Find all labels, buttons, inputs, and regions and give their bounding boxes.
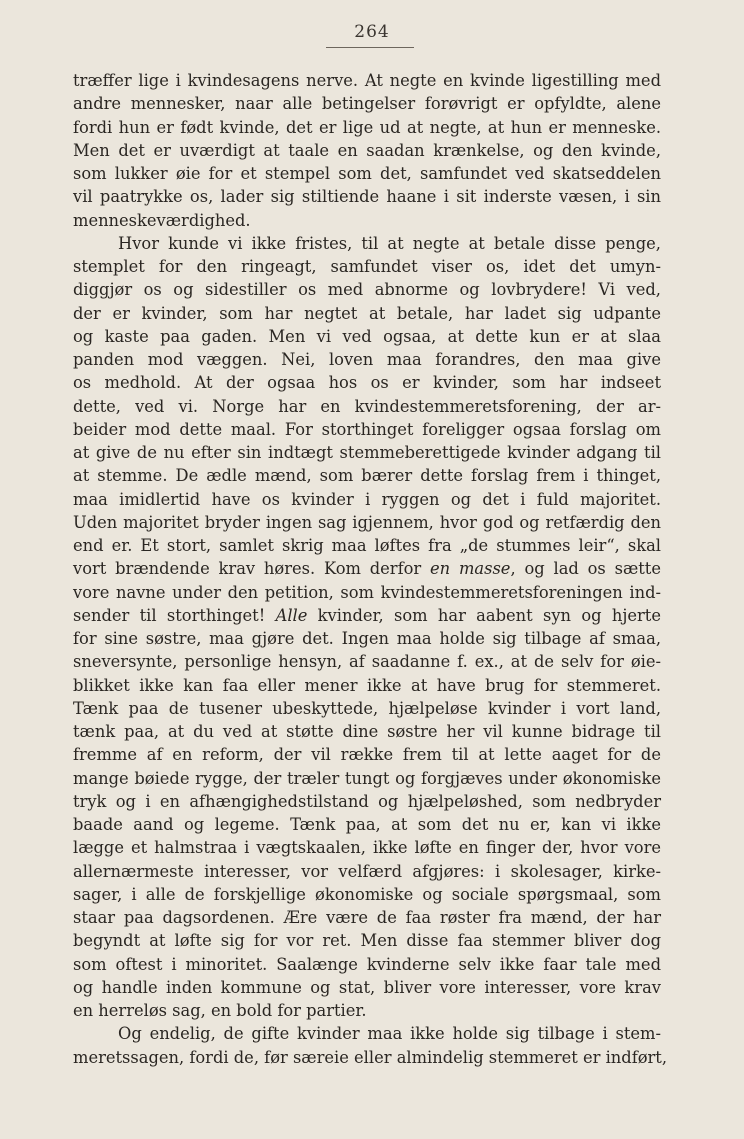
text-segment: kvinder, som har aabent syn og hjerte [307,605,661,625]
text-segment: for sine søstre, maa gjøre det. Ingen maa holde sig tilbage af smaa, [73,629,661,648]
text-segment: tænk paa, at du ved at støtte dine søstre her vil kunne bidrage til [73,722,661,741]
text-segment: end er. Et stort, samlet skrig maa løftes fra „de stummes leir“, skal [73,536,661,555]
text-line [73,371,661,394]
text-segment: og handle inden kommune og stat, bliver vore interesser, vore krav [73,977,661,997]
text-segment: at give de nu efter sin indtægt stemmeberettigede kvinder adgang til [73,443,661,462]
text-line [73,534,661,557]
text-line [73,581,661,604]
text-segment: beider mod dette maal. For storthinget foreligger ogsaa forslag om [73,419,661,439]
text-segment: fremme af en reform, der vil række frem til at lette aaget for de [73,745,661,765]
text-line [73,627,661,650]
text-segment: Hvor kunde vi ikke fristes, til at negte at betale disse penge, [118,233,661,253]
text-segment: os medhold. At der ogsaa hos os er kvinder, som har indseet [73,373,661,393]
text-segment: allernærmeste interesser, vor velfærd afgjøres: i skolesager, kirke- [73,861,661,881]
text-segment: som lukker øie for et stempel som det, samfundet ved skatseddelen [73,164,661,183]
text-segment: panden mod væggen. Nei, loven maa forandres, den maa give [73,350,661,369]
text-line [73,348,661,371]
text-line [73,883,661,906]
text-segment: meretssagen, fordi de, før særeie eller almindelig stemmeret er indført, [73,1047,668,1067]
text-segment: Tænk paa de tusener ubeskyttede, hjælpeløse kvinder i vort land, [73,698,661,718]
text-segment: baade aand og legeme. Tænk paa, at som det nu er, kan vi ikke [73,815,661,834]
text-line [73,1046,668,1069]
italic-text: en masse [430,559,511,579]
text-line [73,674,661,697]
text-segment: lægge et halmstraa i vægtskaalen, ikke løfte en finger der, hvor vore [73,838,661,858]
text-segment: tryk og i en afhængighedstilstand og hjælpeløshed, som nedbryder [73,791,661,811]
text-segment: som oftest i minoritet. Saalænge kvinderne selv ikke faar tale med [73,954,661,974]
text-segment: dette, ved vi. Norge har en kvindestemmeretsforening, der ar- [73,396,661,416]
text-line [73,650,661,673]
text-line [73,836,661,859]
text-line [73,1022,661,1045]
text-line [73,767,661,790]
text-line [73,860,661,883]
text-segment: vort brændende krav høres. Kom derfor [73,559,431,579]
text-segment: menneskeværdighed. [73,210,251,230]
header-rule [326,47,414,48]
text-segment: staar paa dagsordenen. Ære være de faa røster fra mænd, der har [73,908,661,927]
text-segment: træffer lige i kvindesagens nerve. At negte en kvinde ligestilling med [73,71,661,90]
text-line [73,488,661,511]
text-segment: blikket ikke kan faa eller mener ikke at have brug for stemmeret. [73,675,661,695]
italic-text: Alle [275,605,308,625]
text-segment: og kaste paa gaden. Men vi ved ogsaa, at dette kun er at slaa [73,326,661,346]
text-segment: Og endelig, de gifte kvinder maa ikke holde sig tilbage i stem- [118,1024,661,1044]
text-line [73,162,661,185]
text-segment: fordi hun er født kvinde, det er lige ud at negte, at hun er menneske. [73,117,661,137]
text-line [73,976,661,999]
text-segment: begyndt at løfte sig for vor ret. Men disse faa stemmer bliver dog [73,931,661,951]
text-line [73,790,661,813]
text-line [73,743,661,766]
text-segment: sager, i alle de forskjellige økonomiske og sociale spørgsmaal, som [73,884,661,904]
text-segment: sneversynte, personlige hensyn, af saadanne f. ex., at de selv for øie- [73,652,661,672]
text-segment: vil paatrykke os, lader sig stiltiende haane i sit inderste væsen, i sin [73,187,661,207]
text-segment: Uden majoritet bryder ingen sag igjennem, hvor god og retfærdig den [73,512,661,532]
text-segment: en herreløs sag, en bold for partier. [73,1001,367,1020]
text-line [73,511,661,534]
text-line [73,92,661,115]
text-segment: der er kvinder, som har negtet at betale, har ladet sig udpante [73,303,661,323]
text-line [73,185,661,208]
text-line [73,69,661,92]
body-text [73,69,668,1069]
text-segment: diggjør os og sidestiller os med abnorme og lovbrydere! Vi ved, [73,280,661,300]
text-line [73,813,661,836]
text-segment: at stemme. De ædle mænd, som bærer dette forslag frem i thinget, [73,466,661,486]
text-line [73,302,661,325]
text-line [73,697,661,720]
text-line [73,906,661,929]
text-line [73,953,661,976]
text-line [73,464,661,487]
text-line [73,209,661,232]
text-line [73,255,661,278]
text-line [73,139,661,162]
text-segment: vore navne under den petition, som kvindestemmeretsforeningen ind- [73,582,661,602]
text-line [73,116,661,139]
text-line [73,441,661,464]
text-segment: Men det er uværdigt at taale en saadan krænkelse, og den kvinde, [73,140,661,160]
text-segment: , og lad os sætte [510,559,661,579]
text-line [73,232,661,255]
page-number: 264 [354,22,390,42]
text-line [73,418,661,441]
text-line [73,278,661,301]
text-segment: mange bøiede rygge, der træler tungt og forgjæves under økonomiske [73,768,661,788]
text-line [73,720,661,743]
text-line [73,395,661,418]
text-segment: sender til storthinget! [73,605,276,625]
text-line [73,557,661,580]
text-line [73,999,661,1022]
text-line [73,325,661,348]
text-line [73,929,661,952]
text-segment: stemplet for den ringeagt, samfundet viser os, idet det umyn- [73,257,661,276]
text-segment: maa imidlertid have os kvinder i ryggen og det i fuld majoritet. [73,489,661,509]
text-line [73,604,661,627]
text-segment: andre mennesker, naar alle betingelser forøvrigt er opfyldte, alene [73,94,661,114]
